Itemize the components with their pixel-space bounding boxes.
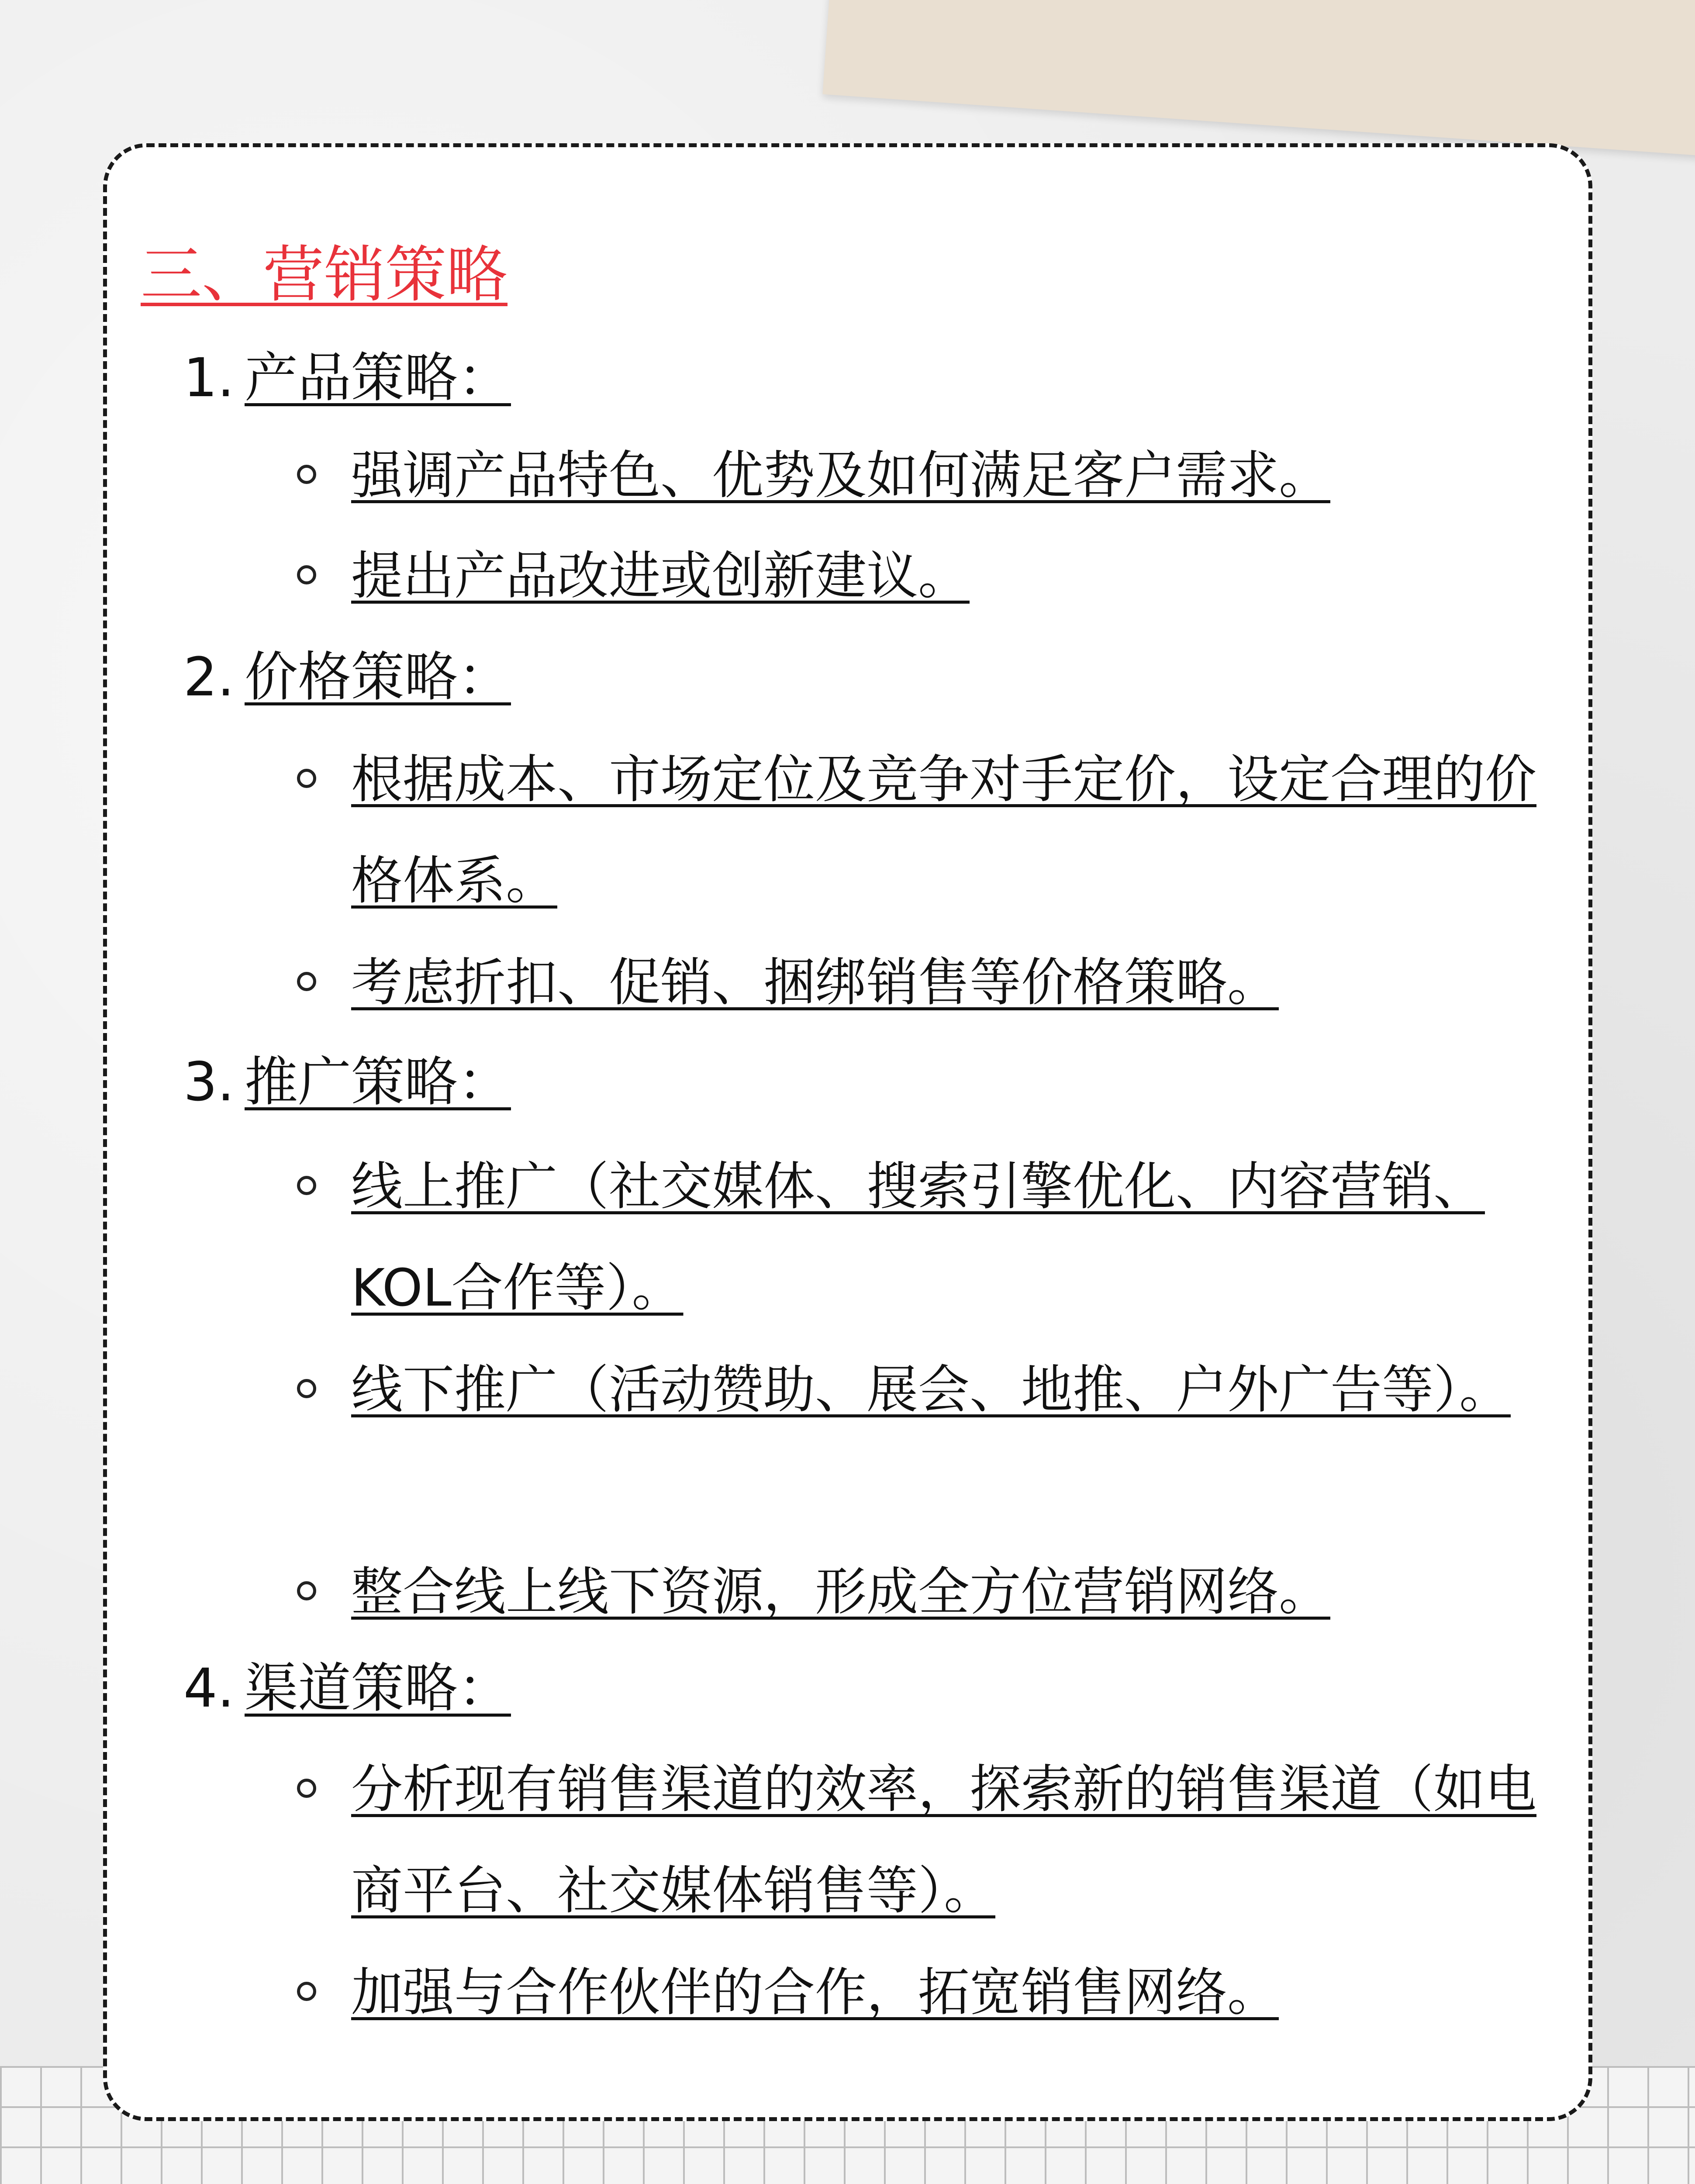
- list-item-text: 强调产品特色、优势及如何满足客户需求。: [351, 445, 1331, 505]
- list-item: [297, 1339, 1564, 1440]
- list-item-text: 线上推广（社交媒体、搜索引擎优化、内容营销、KOL合作等）。: [351, 1156, 1485, 1318]
- list-item-text: 线下推广（活动赞助、展会、地推、户外广告等）。: [351, 1359, 1511, 1420]
- section-heading-price: [183, 640, 511, 714]
- list-item: [297, 1738, 1564, 1941]
- circle-bullet-icon: [297, 565, 316, 584]
- circle-bullet-icon: [297, 972, 316, 991]
- section-label: 价格策略：: [245, 646, 511, 708]
- circle-bullet-icon: [297, 1379, 316, 1398]
- list-item-text: 整合线上线下资源，形成全方位营销网络。: [351, 1562, 1331, 1622]
- circle-bullet-icon: [297, 1581, 316, 1600]
- list-item-text: 根据成本、市场定位及竞争对手定价，设定合理的价格体系。: [351, 749, 1537, 911]
- section-number: 3.: [183, 1051, 235, 1113]
- circle-bullet-icon: [297, 769, 316, 788]
- section-heading-product: [183, 341, 511, 415]
- list-item: [297, 425, 1564, 526]
- list-item-text: 分析现有销售渠道的效率，探索新的销售渠道（如电商平台、社交媒体销售等）。: [351, 1759, 1537, 1921]
- section-number: 1.: [183, 347, 235, 409]
- section-label: 产品策略：: [245, 347, 511, 409]
- section-label: 渠道策略：: [245, 1657, 511, 1719]
- circle-bullet-icon: [297, 1982, 316, 2001]
- section-number: 4.: [183, 1657, 235, 1719]
- section-heading-promotion: [183, 1045, 511, 1119]
- list-item: [297, 932, 1564, 1033]
- list-item: [297, 525, 1564, 626]
- page-title: 三、营销策略: [141, 239, 508, 311]
- list-item: [297, 1136, 1564, 1338]
- list-item: [297, 729, 1564, 931]
- list-item-text: 加强与合作伙伴的合作，拓宽销售网络。: [351, 1962, 1279, 2022]
- list-item: [297, 1541, 1564, 1642]
- list-item-text: 提出产品改进或创新建议。: [351, 546, 970, 606]
- circle-bullet-icon: [297, 1176, 316, 1195]
- list-item-text: 考虑折扣、促销、捆绑销售等价格策略。: [351, 952, 1279, 1013]
- section-label: 推广策略：: [245, 1051, 511, 1113]
- section-heading-channel: [183, 1651, 511, 1725]
- circle-bullet-icon: [297, 465, 316, 484]
- list-item: [297, 1942, 1564, 2043]
- circle-bullet-icon: [297, 1779, 316, 1798]
- section-number: 2.: [183, 646, 235, 708]
